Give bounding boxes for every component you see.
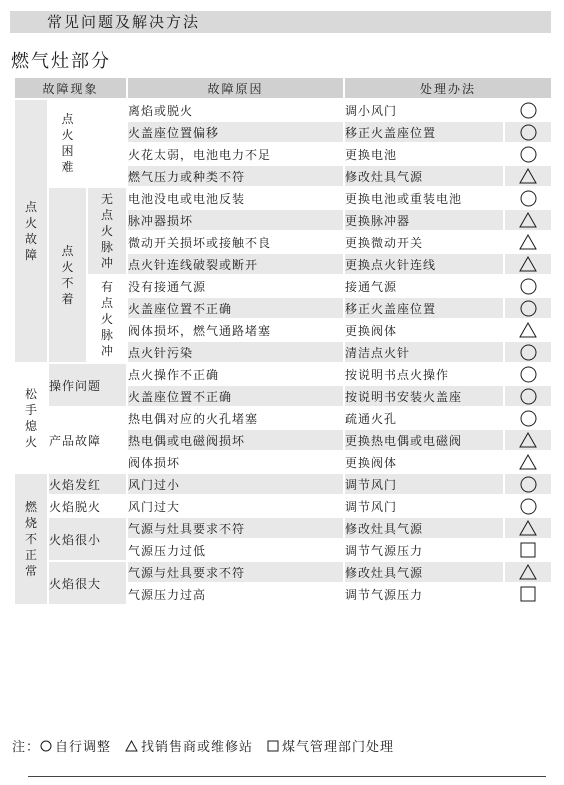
cause-cell: 气源与灶具要求不符 [127, 517, 344, 539]
circle-icon [520, 146, 537, 163]
solution-cell: 移正火盖座位置 [344, 121, 504, 143]
cause-cell: 气源与灶具要求不符 [127, 561, 344, 583]
group-flame-small: 火焰很小 [48, 517, 127, 561]
triangle-icon [519, 212, 537, 228]
circle-icon [520, 366, 537, 383]
blank-cell [87, 99, 127, 187]
triangle-icon [519, 234, 537, 250]
group-product-fault: 产品故障 [48, 407, 127, 473]
symbol-cell [504, 495, 552, 517]
triangle-icon [519, 256, 537, 272]
solution-cell: 移正火盖座位置 [344, 297, 504, 319]
solution-cell: 清洁点火针 [344, 341, 504, 363]
symbol-cell [504, 209, 552, 231]
symbol-cell [504, 385, 552, 407]
solution-cell: 调节气源压力 [344, 539, 504, 561]
group-abnormal-burning: 燃 烧 不 正 常 [14, 473, 48, 605]
symbol-cell [504, 429, 552, 451]
table-row [14, 275, 552, 297]
table-row [14, 407, 552, 429]
solution-cell: 调小风门 [344, 99, 504, 121]
legend-prefix: 注： [12, 740, 41, 755]
legend-item-gas-dept [267, 736, 394, 755]
circle-icon [520, 278, 537, 295]
group-operation-issue: 操作问题 [48, 363, 127, 407]
cause-cell: 阀体损坏，燃气通路堵塞 [127, 319, 344, 341]
table-row [14, 495, 552, 517]
table-row [14, 99, 552, 121]
cause-cell: 火盖座位置不正确 [127, 385, 344, 407]
cause-cell: 没有接通气源 [127, 275, 344, 297]
group-ignition-fault: 点 火 故 障 [14, 99, 48, 363]
solution-cell: 调节风门 [344, 495, 504, 517]
square-icon [520, 542, 536, 558]
cause-cell: 脉冲器损坏 [127, 209, 344, 231]
cause-cell: 热电偶对应的火孔堵塞 [127, 407, 344, 429]
square-icon [520, 586, 536, 602]
symbol-cell [504, 561, 552, 583]
solution-cell: 更换电池或重装电池 [344, 187, 504, 209]
triangle-icon [519, 454, 537, 470]
column-header-solution: 处理办法 [344, 77, 552, 99]
symbol-cell [504, 583, 552, 605]
group-release-off: 松 手 熄 火 [14, 363, 48, 473]
cause-cell: 电池没电或电池反装 [127, 187, 344, 209]
circle-icon [40, 740, 52, 752]
triangle-icon [519, 432, 537, 448]
symbol-cell [504, 407, 552, 429]
group-no-pulse: 无 点 火 脉 冲 [87, 187, 127, 275]
circle-icon [520, 344, 537, 361]
cause-cell: 离焰或脱火 [127, 99, 344, 121]
circle-icon [520, 102, 537, 119]
table-row [14, 363, 552, 385]
cause-cell: 点火针连线破裂或断开 [127, 253, 344, 275]
legend-item-contact-dealer [125, 736, 253, 755]
cause-cell: 气源压力过高 [127, 583, 344, 605]
solution-cell: 更换脉冲器 [344, 209, 504, 231]
solution-cell: 调节气源压力 [344, 583, 504, 605]
symbol-cell [504, 165, 552, 187]
circle-icon [520, 476, 537, 493]
solution-cell: 更换点火针连线 [344, 253, 504, 275]
triangle-icon [519, 168, 537, 184]
section-title: 燃气灶部分 [11, 51, 111, 72]
triangle-icon [519, 322, 537, 338]
solution-cell: 更换阀体 [344, 451, 504, 473]
symbol-cell [504, 539, 552, 561]
symbol-cell [504, 253, 552, 275]
cause-cell: 热电偶或电磁阀损坏 [127, 429, 344, 451]
cause-cell: 微动开关损坏或接触不良 [127, 231, 344, 253]
cause-cell: 点火针污染 [127, 341, 344, 363]
group-ignition-difficulty: 点 火 困 难 [48, 99, 87, 187]
square-icon [267, 740, 279, 752]
circle-icon [520, 124, 537, 141]
cause-cell: 气源压力过低 [127, 539, 344, 561]
solution-cell: 按说明书点火操作 [344, 363, 504, 385]
circle-icon [520, 190, 537, 207]
symbol-cell [504, 297, 552, 319]
legend-label-self-adjust: 自行调整 [55, 740, 112, 755]
solution-cell: 更换微动开关 [344, 231, 504, 253]
symbol-cell [504, 517, 552, 539]
table-row [14, 561, 552, 583]
circle-icon [520, 300, 537, 317]
triangle-icon [519, 520, 537, 536]
cause-cell: 燃气压力或种类不符 [127, 165, 344, 187]
legend-label-contact-dealer: 找销售商或维修站 [141, 740, 254, 755]
table-header-row [14, 77, 552, 99]
solution-cell: 修改灶具气源 [344, 561, 504, 583]
solution-cell: 更换电池 [344, 143, 504, 165]
group-flame-red: 火焰发红 [48, 473, 127, 495]
circle-icon [520, 498, 537, 515]
table-row [14, 517, 552, 539]
symbol-cell [504, 187, 552, 209]
solution-cell: 接通气源 [344, 275, 504, 297]
solution-cell: 疏通火孔 [344, 407, 504, 429]
column-header-cause: 故障原因 [127, 77, 344, 99]
triangle-icon [125, 740, 138, 752]
column-header-phenomenon: 故障现象 [14, 77, 127, 99]
symbol-cell [504, 341, 552, 363]
circle-icon [520, 388, 537, 405]
group-no-ignition: 点 火 不 着 [48, 187, 87, 363]
solution-cell: 更换阀体 [344, 319, 504, 341]
page-title: 常见问题及解决方法 [10, 11, 551, 33]
group-flame-lift: 火焰脱火 [48, 495, 127, 517]
table-row [14, 187, 552, 209]
solution-cell: 调节风门 [344, 473, 504, 495]
cause-cell: 阀体损坏 [127, 451, 344, 473]
symbol-cell [504, 99, 552, 121]
legend-item-self-adjust [40, 736, 111, 755]
cause-cell: 点火操作不正确 [127, 363, 344, 385]
group-has-pulse: 有 点 火 脉 冲 [87, 275, 127, 363]
circle-icon [520, 410, 537, 427]
symbol-cell [504, 231, 552, 253]
symbol-cell [504, 143, 552, 165]
legend [12, 736, 408, 755]
solution-cell: 修改灶具气源 [344, 517, 504, 539]
group-flame-big: 火焰很大 [48, 561, 127, 605]
symbol-cell [504, 451, 552, 473]
cause-cell: 火盖座位置偏移 [127, 121, 344, 143]
symbol-cell [504, 275, 552, 297]
bottom-divider [28, 776, 546, 777]
symbol-cell [504, 473, 552, 495]
cause-cell: 风门过小 [127, 473, 344, 495]
legend-label-gas-dept: 煤气管理部门处理 [282, 740, 395, 755]
symbol-cell [504, 121, 552, 143]
solution-cell: 更换热电偶或电磁阀 [344, 429, 504, 451]
solution-cell: 修改灶具气源 [344, 165, 504, 187]
cause-cell: 火盖座位置不正确 [127, 297, 344, 319]
symbol-cell [504, 319, 552, 341]
cause-cell: 火花太弱，电池电力不足 [127, 143, 344, 165]
symbol-cell [504, 363, 552, 385]
triangle-icon [519, 564, 537, 580]
fault-table [13, 76, 553, 606]
cause-cell: 风门过大 [127, 495, 344, 517]
table-row [14, 473, 552, 495]
solution-cell: 按说明书安装火盖座 [344, 385, 504, 407]
